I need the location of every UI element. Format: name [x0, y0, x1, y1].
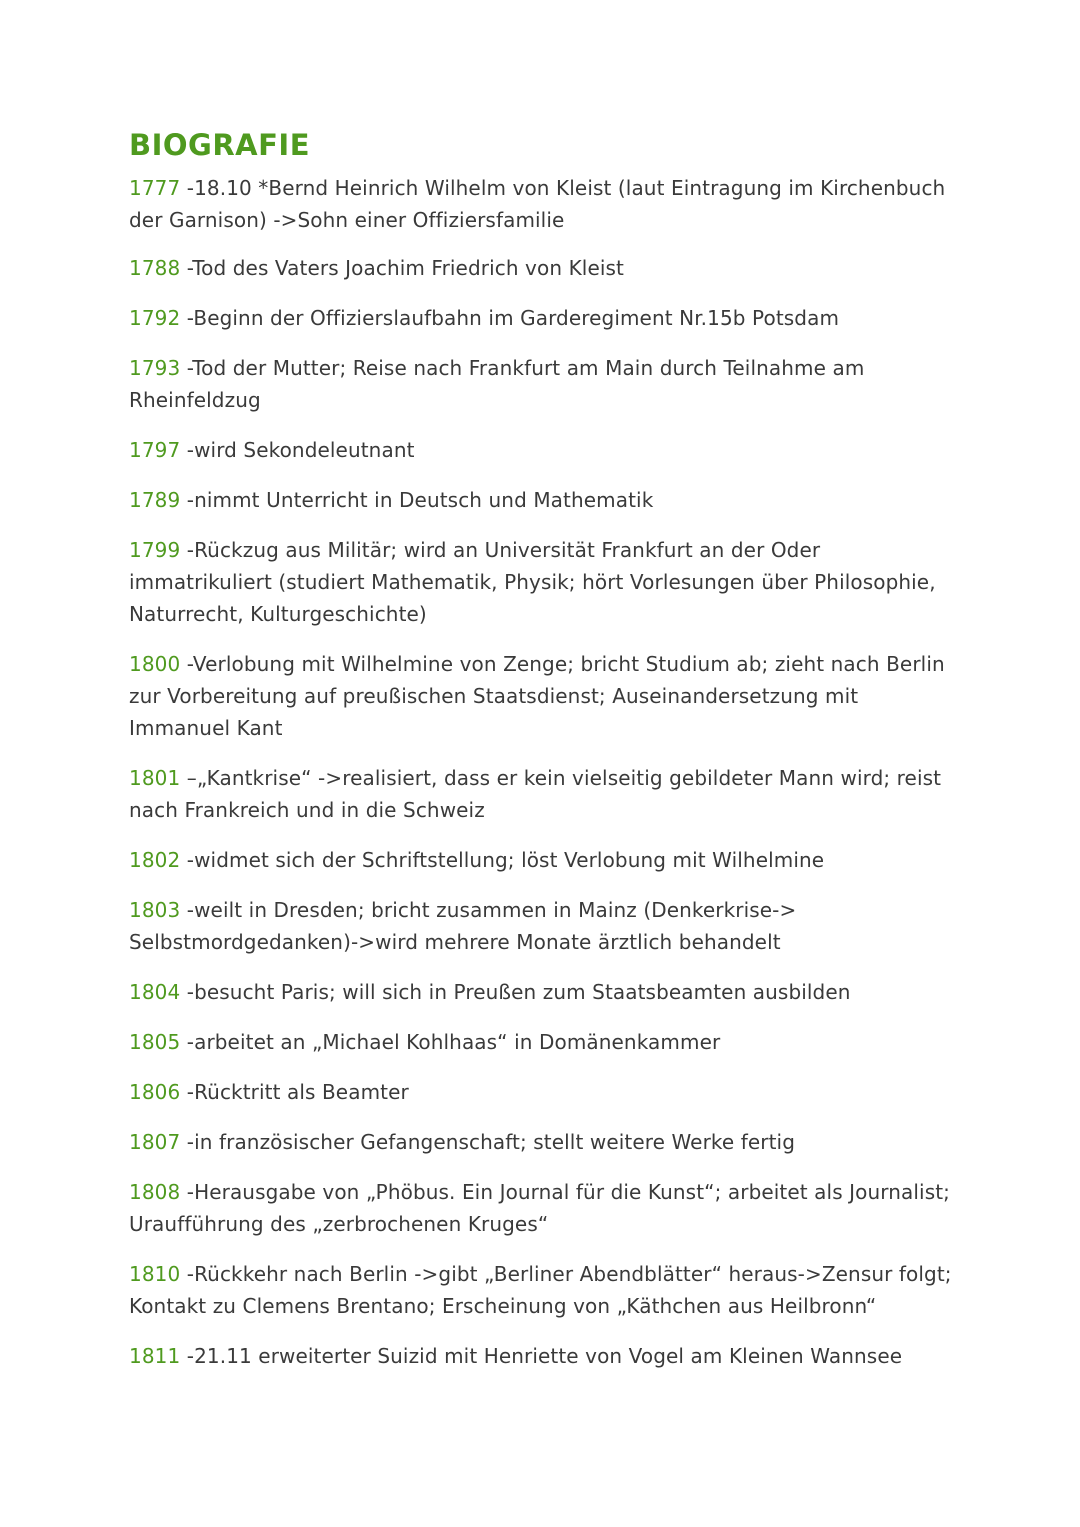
entry-text: -Tod des Vaters Joachim Friedrich von Kleist [180, 256, 624, 280]
entry-year: 1807 [129, 1130, 181, 1154]
timeline-entry [129, 252, 959, 284]
entry-text: -Herausgabe von „Phöbus. Ein Journal für die Kunst“; arbeitet als Journalist; Uraufführung des „zerbrochenen Kruges“ [129, 1180, 950, 1236]
timeline-entry [129, 648, 959, 744]
entry-text: -Verlobung mit Wilhelmine von Zenge; bricht Studium ab; zieht nach Berlin zur Vorbereitung auf preußischen Staatsdienst; Auseinandersetzung mit Immanuel Kant [129, 652, 945, 740]
entry-year: 1811 [129, 1344, 181, 1368]
entry-year: 1789 [129, 488, 181, 512]
timeline-entry [129, 434, 959, 466]
entry-text: -wird Sekondeleutnant [180, 438, 415, 462]
entry-text: -Rückzug aus Militär; wird an Universität Frankfurt an der Oder immatrikuliert (studiert Mathematik, Physik; hört Vorlesungen über Philosophie, Naturrecht, Kulturgeschichte) [129, 538, 936, 626]
timeline-entry [129, 762, 959, 826]
timeline-entry [129, 1258, 959, 1322]
timeline-entry [129, 352, 959, 416]
entry-text: -besucht Paris; will sich in Preußen zum Staatsbeamten ausbilden [180, 980, 851, 1004]
entry-text: –„Kantkrise“ ->realisiert, dass er kein vielseitig gebildeter Mann wird; reist nach Frankreich und in die Schweiz [129, 766, 942, 822]
entry-year: 1804 [129, 980, 181, 1004]
page-title: BIOGRAFIE [129, 128, 311, 162]
entry-year: 1801 [129, 766, 181, 790]
entry-year: 1793 [129, 356, 181, 380]
timeline-entry [129, 844, 959, 876]
entry-text: -arbeitet an „Michael Kohlhaas“ in Domänenkammer [180, 1030, 721, 1054]
timeline-entry [129, 1126, 959, 1158]
timeline-entry [129, 1026, 959, 1058]
entry-text: -Rückkehr nach Berlin ->gibt „Berliner Abendblätter“ heraus->Zensur folgt; Kontakt zu Clemens Brentano; Erscheinung von „Käthchen aus Heilbronn“ [129, 1262, 952, 1318]
entry-year: 1777 [129, 176, 181, 200]
timeline-entry [129, 302, 959, 334]
entry-text: -widmet sich der Schriftstellung; löst Verlobung mit Wilhelmine [180, 848, 825, 872]
timeline-entry [129, 534, 959, 630]
entry-text: -18.10 *Bernd Heinrich Wilhelm von Kleist (laut Eintragung im Kirchenbuch der Garnison) ->Sohn einer Offiziersfamilie [129, 176, 946, 232]
entry-year: 1803 [129, 898, 181, 922]
entry-year: 1800 [129, 652, 181, 676]
timeline-entry [129, 894, 959, 958]
timeline-entry [129, 1076, 959, 1108]
entry-year: 1799 [129, 538, 181, 562]
timeline-entry [129, 484, 959, 516]
entry-text: -nimmt Unterricht in Deutsch und Mathematik [180, 488, 654, 512]
timeline-list [129, 172, 959, 1390]
entry-year: 1808 [129, 1180, 181, 1204]
entry-text: -weilt in Dresden; bricht zusammen in Mainz (Denkerkrise-> Selbstmordgedanken)->wird mehrere Monate ärztlich behandelt [129, 898, 797, 954]
entry-year: 1797 [129, 438, 181, 462]
entry-text: -21.11 erweiterter Suizid mit Henriette von Vogel am Kleinen Wannsee [180, 1344, 903, 1368]
timeline-entry [129, 1340, 959, 1372]
timeline-entry [129, 1176, 959, 1240]
entry-text: -in französischer Gefangenschaft; stellt weitere Werke fertig [180, 1130, 795, 1154]
timeline-entry [129, 172, 959, 236]
entry-year: 1802 [129, 848, 181, 872]
entry-text: -Rücktritt als Beamter [180, 1080, 409, 1104]
entry-year: 1792 [129, 306, 181, 330]
timeline-entry [129, 976, 959, 1008]
entry-text: -Beginn der Offizierslaufbahn im Garderegiment Nr.15b Potsdam [180, 306, 840, 330]
entry-year: 1805 [129, 1030, 181, 1054]
entry-text: -Tod der Mutter; Reise nach Frankfurt am Main durch Teilnahme am Rheinfeldzug [129, 356, 865, 412]
entry-year: 1810 [129, 1262, 181, 1286]
entry-year: 1788 [129, 256, 181, 280]
entry-year: 1806 [129, 1080, 181, 1104]
